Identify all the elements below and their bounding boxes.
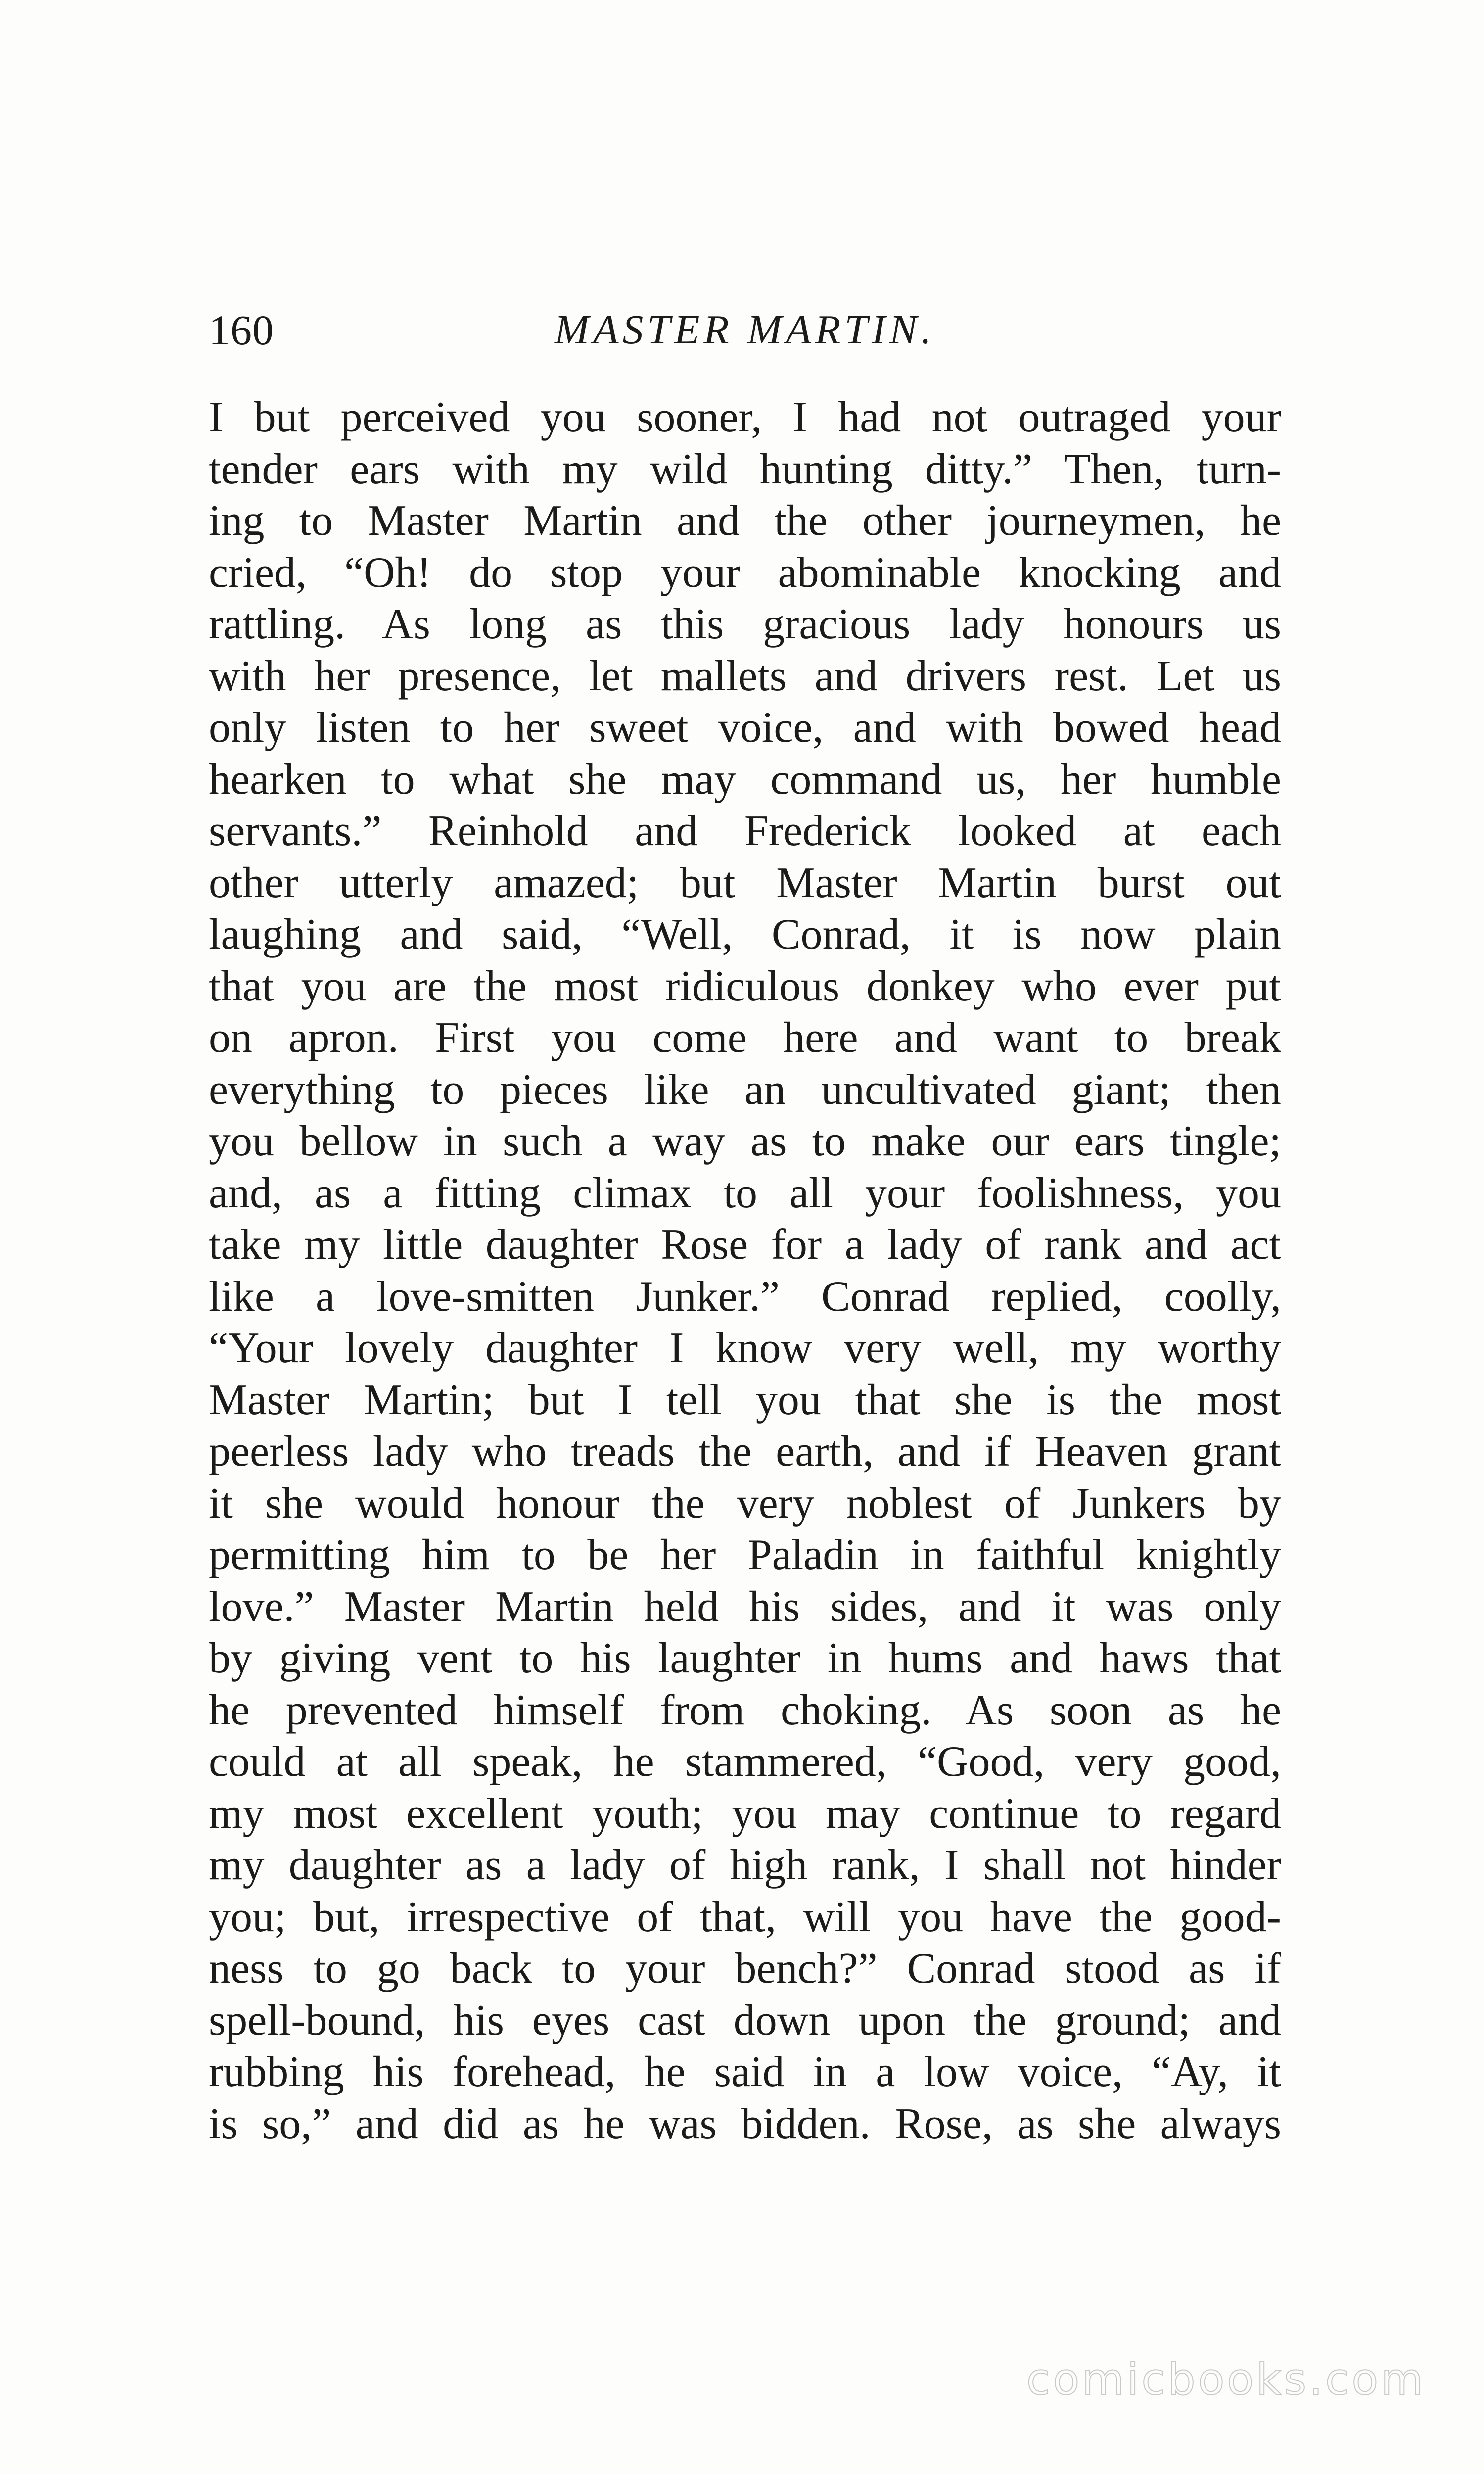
text-line: could at all speak, he stammered, “Good, very good, bbox=[209, 1738, 1281, 1786]
text-line: you; but, irrespective of that, will you have the good- bbox=[209, 1893, 1281, 1941]
text-line: rubbing his forehead, he said in a low voice, “Ay, it bbox=[209, 2048, 1281, 2096]
text-line: ness to go back to your bench?” Conrad stood as if bbox=[209, 1945, 1281, 1993]
text-line: it she would honour the very noblest of Junkers by bbox=[209, 1479, 1281, 1527]
page-number: 160 bbox=[209, 306, 274, 354]
text-line: permitting him to be her Paladin in faithful knightly bbox=[209, 1531, 1281, 1579]
text-line: cried, “Oh! do stop your abominable knocking and bbox=[209, 548, 1281, 597]
text-line: is so,” and did as he was bidden. Rose, as she always bbox=[209, 2099, 1281, 2148]
text-line: other utterly amazed; but Master Martin burst out bbox=[209, 858, 1281, 907]
text-line: he prevented himself from choking. As soon as he bbox=[209, 1686, 1281, 1734]
text-line: my most excellent youth; you may continue to regard bbox=[209, 1789, 1281, 1838]
text-line: that you are the most ridiculous donkey who ever put bbox=[209, 962, 1281, 1010]
text-line: love.” Master Martin held his sides, and it was only bbox=[209, 1582, 1281, 1631]
text-line: Master Martin; but I tell you that she is the most bbox=[209, 1376, 1281, 1424]
text-line: my daughter as a lady of high rank, I shall not hinder bbox=[209, 1841, 1281, 1889]
text-line: with her presence, let mallets and drivers rest. Let us bbox=[209, 652, 1281, 700]
watermark: comicbooks.com bbox=[1026, 2354, 1426, 2405]
text-line: tender ears with my wild hunting ditty.” Then, turn- bbox=[209, 445, 1281, 493]
text-line: like a love-smitten Junker.” Conrad replied, coolly, bbox=[209, 1272, 1281, 1321]
text-line: spell-bound, his eyes cast down upon the ground; and bbox=[209, 1996, 1281, 2045]
text-line: rattling. As long as this gracious lady honours us bbox=[209, 600, 1281, 648]
text-line: on apron. First you come here and want to break bbox=[209, 1014, 1281, 1062]
text-line: peerless lady who treads the earth, and if Heaven grant bbox=[209, 1427, 1281, 1475]
text-line: servants.” Reinhold and Frederick looked at each bbox=[209, 807, 1281, 855]
text-line: laughing and said, “Well, Conrad, it is now plain bbox=[209, 910, 1281, 958]
text-line: and, as a fitting climax to all your foolishness, you bbox=[209, 1169, 1281, 1217]
text-line: you bellow in such a way as to make our ears tingle; bbox=[209, 1117, 1281, 1165]
text-line: everything to pieces like an uncultivated giant; then bbox=[209, 1065, 1281, 1114]
text-line: “Your lovely daughter I know very well, my worthy bbox=[209, 1324, 1281, 1372]
text-line: ing to Master Martin and the other journeymen, he bbox=[209, 497, 1281, 545]
text-line: I but perceived you sooner, I had not outraged your bbox=[209, 393, 1281, 441]
body-text bbox=[209, 392, 1281, 2150]
text-line: hearken to what she may command us, her humble bbox=[209, 755, 1281, 804]
text-line: by giving vent to his laughter in hums and haws that bbox=[209, 1634, 1281, 1682]
text-line: take my little daughter Rose for a lady of rank and act bbox=[209, 1221, 1281, 1269]
running-head: MASTER MARTIN. bbox=[555, 307, 935, 353]
text-line: only listen to her sweet voice, and with bowed head bbox=[209, 704, 1281, 752]
page-header bbox=[209, 303, 1281, 357]
